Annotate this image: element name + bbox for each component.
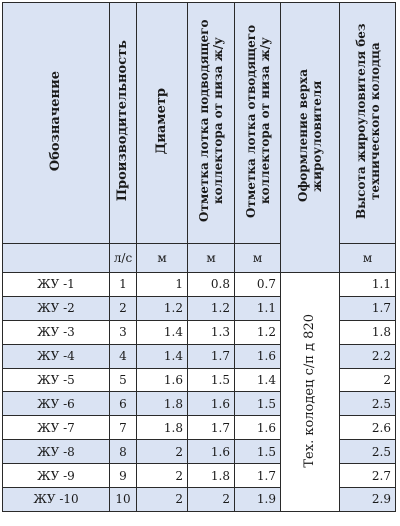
cell-productivity: 1 — [110, 273, 137, 297]
cell-outlet-mark: 1.5 — [235, 392, 281, 416]
cell-productivity: 3 — [110, 320, 137, 344]
unit-diameter: м — [137, 244, 188, 273]
cell-inlet-mark: 0.8 — [188, 273, 235, 297]
cell-productivity: 2 — [110, 296, 137, 320]
cell-inlet-mark: 1.7 — [188, 416, 235, 440]
cell-name: ЖУ -9 — [3, 464, 110, 488]
header-designation: Обозначение — [3, 3, 110, 244]
spec-table-container — [2, 2, 396, 512]
cell-height: 2.2 — [340, 344, 396, 368]
cell-diameter: 1.8 — [137, 392, 188, 416]
cell-outlet-mark: 1.6 — [235, 344, 281, 368]
cell-height: 2.6 — [340, 416, 396, 440]
cell-height: 1.1 — [340, 273, 396, 297]
header-height: Высота жироуловителя без технического колодца — [340, 3, 396, 244]
unit-outlet-mark: м — [235, 244, 281, 273]
cell-name: ЖУ -10 — [3, 488, 110, 512]
table-row — [3, 273, 396, 297]
cell-name: ЖУ -8 — [3, 440, 110, 464]
unit-productivity: л/с — [110, 244, 137, 273]
cell-outlet-mark: 1.5 — [235, 440, 281, 464]
cell-outlet-mark: 1.1 — [235, 296, 281, 320]
cell-height: 2.5 — [340, 392, 396, 416]
cell-inlet-mark: 1.2 — [188, 296, 235, 320]
cell-name: ЖУ -1 — [3, 273, 110, 297]
cell-inlet-mark: 1.5 — [188, 368, 235, 392]
cell-top-design: Тех. колодец с/п д 820 — [281, 273, 340, 512]
cell-productivity: 7 — [110, 416, 137, 440]
cell-height: 2 — [340, 368, 396, 392]
cell-productivity: 10 — [110, 488, 137, 512]
cell-inlet-mark: 1.6 — [188, 440, 235, 464]
unit-inlet-mark: м — [188, 244, 235, 273]
header-outlet-mark: Отметка лотка отводящего коллектора от низа ж/у — [235, 3, 281, 244]
cell-height: 1.7 — [340, 296, 396, 320]
cell-name: ЖУ -4 — [3, 344, 110, 368]
cell-height: 1.8 — [340, 320, 396, 344]
cell-diameter: 1.4 — [137, 344, 188, 368]
cell-outlet-mark: 1.6 — [235, 416, 281, 440]
header-diameter: Диаметр — [137, 3, 188, 244]
cell-inlet-mark: 1.8 — [188, 464, 235, 488]
cell-outlet-mark: 1.7 — [235, 464, 281, 488]
cell-height: 2.9 — [340, 488, 396, 512]
header-top-design: Оформление верха жироуловителя — [281, 3, 340, 273]
cell-productivity: 6 — [110, 392, 137, 416]
cell-outlet-mark: 1.9 — [235, 488, 281, 512]
header-inlet-mark: Отметка лотка подводящего коллектора от низа ж/у — [188, 3, 235, 244]
unit-height: м — [340, 244, 396, 273]
cell-name: ЖУ -6 — [3, 392, 110, 416]
cell-name: ЖУ -3 — [3, 320, 110, 344]
cell-outlet-mark: 0.7 — [235, 273, 281, 297]
cell-diameter: 2 — [137, 440, 188, 464]
cell-diameter: 1 — [137, 273, 188, 297]
cell-inlet-mark: 1.7 — [188, 344, 235, 368]
cell-diameter: 1.4 — [137, 320, 188, 344]
cell-productivity: 8 — [110, 440, 137, 464]
cell-outlet-mark: 1.4 — [235, 368, 281, 392]
cell-name: ЖУ -7 — [3, 416, 110, 440]
cell-inlet-mark: 2 — [188, 488, 235, 512]
cell-diameter: 1.8 — [137, 416, 188, 440]
cell-name: ЖУ -5 — [3, 368, 110, 392]
cell-height: 2.7 — [340, 464, 396, 488]
header-productivity: Производительность — [110, 3, 137, 244]
cell-outlet-mark: 1.2 — [235, 320, 281, 344]
grease-trap-spec-table — [2, 2, 396, 512]
cell-inlet-mark: 1.6 — [188, 392, 235, 416]
cell-productivity: 4 — [110, 344, 137, 368]
cell-diameter: 1.2 — [137, 296, 188, 320]
unit-designation — [3, 244, 110, 273]
cell-height: 2.5 — [340, 440, 396, 464]
cell-diameter: 1.6 — [137, 368, 188, 392]
cell-diameter: 2 — [137, 464, 188, 488]
cell-diameter: 2 — [137, 488, 188, 512]
cell-productivity: 9 — [110, 464, 137, 488]
cell-inlet-mark: 1.3 — [188, 320, 235, 344]
cell-name: ЖУ -2 — [3, 296, 110, 320]
cell-productivity: 5 — [110, 368, 137, 392]
